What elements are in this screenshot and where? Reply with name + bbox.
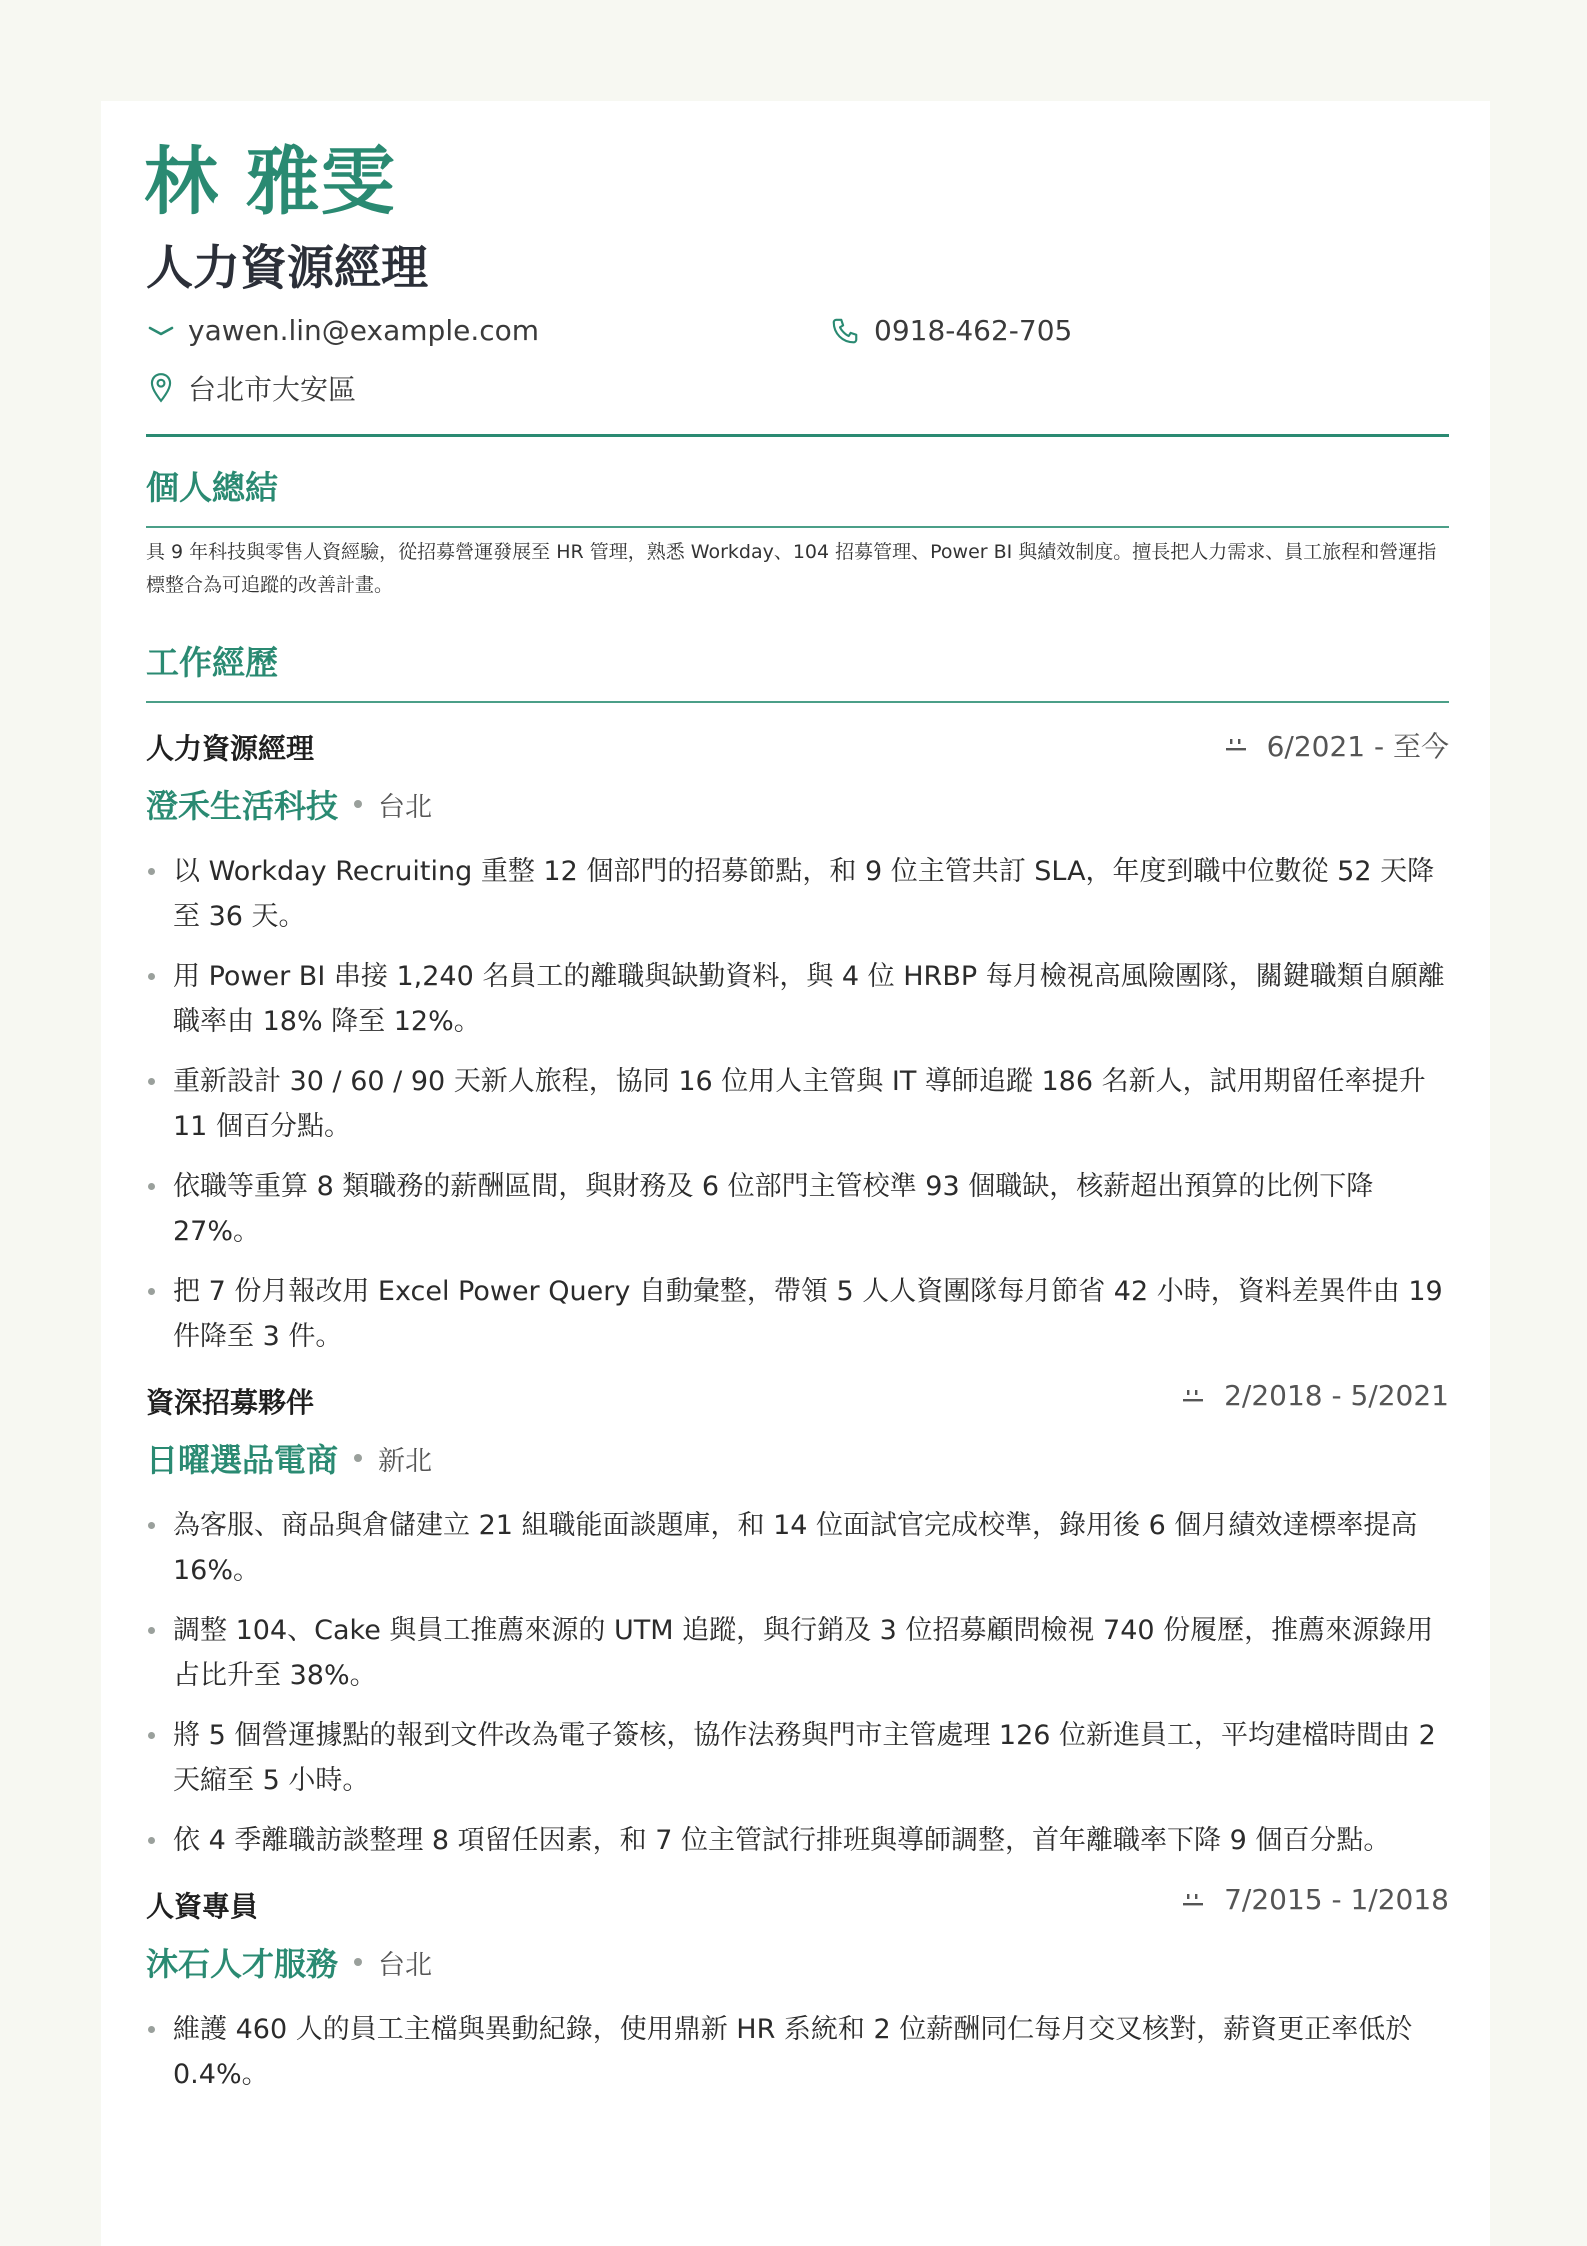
company-line — [146, 1939, 1449, 1985]
company-name: 澄禾生活科技 — [146, 787, 339, 825]
bullet-dot — [148, 1288, 155, 1295]
job-dates-text: 6/2021 - 至今 — [1266, 730, 1449, 763]
separator-dot — [354, 1958, 362, 1966]
job-header — [146, 1883, 1449, 1923]
resume-page — [101, 101, 1490, 2246]
list-item — [146, 1059, 1449, 1149]
job-dates-text: 2/2018 - 5/2021 — [1224, 1379, 1449, 1412]
job-title: 人力資源經理 — [146, 732, 315, 765]
resume-content — [146, 137, 1449, 2112]
bullet-text: 依職等重算 8 類職務的薪酬區間，與財務及 6 位部門主管校準 93 個職缺，核薪超出預算的比例下降 27%。 — [173, 1171, 1374, 1247]
separator-dot — [354, 800, 362, 808]
bullet-dot — [148, 1837, 155, 1844]
bullet-text: 調整 104、Cake 與員工推薦來源的 UTM 追蹤，與行銷及 3 位招募顧問檢視 740 份履歷，推薦來源錄用占比升至 38%。 — [173, 1615, 1434, 1691]
bullet-text: 將 5 個營運據點的報到文件改為電子簽核，協作法務與門市主管處理 126 位新進員工，平均建檔時間由 2 天縮至 5 小時。 — [173, 1720, 1436, 1796]
phone-text: 0918-462-705 — [874, 314, 1073, 347]
bullet-text: 依 4 季離職訪談整理 8 項留任因素，和 7 位主管試行排班與導師調整，首年離職率下降 9 個百分點。 — [173, 1825, 1391, 1856]
calendar-icon — [1182, 1389, 1204, 1403]
job-bullets — [146, 849, 1449, 1359]
list-item — [146, 1713, 1449, 1803]
phone-icon — [830, 316, 860, 346]
job-header — [146, 725, 1449, 765]
job-entry — [146, 1883, 1449, 2097]
bullet-dot — [148, 1732, 155, 1739]
company-city: 台北 — [378, 791, 433, 823]
company-line — [146, 1435, 1449, 1481]
list-item — [146, 2007, 1449, 2097]
job-dates-text: 7/2015 - 1/2018 — [1224, 1883, 1449, 1916]
list-item — [146, 954, 1449, 1044]
summary-text: 具 9 年科技與零售人資經驗，從招募營運發展至 HR 管理，熟悉 Workday、104 招募管理、Power BI 與績效制度。擅長把人力需求、員工旅程和營運指標整合為可追蹤的改善計畫。 — [146, 541, 1437, 596]
list-item — [146, 1503, 1449, 1593]
job-entry — [146, 1379, 1449, 1863]
job-entry — [146, 725, 1449, 1359]
job-bullets — [146, 2007, 1449, 2097]
list-item — [146, 849, 1449, 939]
calendar-icon — [1182, 1893, 1204, 1907]
email-text: yawen.lin@example.com — [188, 314, 540, 347]
map-pin-icon — [148, 372, 174, 404]
contact-location — [148, 368, 356, 408]
job-title: 人資專員 — [146, 1890, 259, 1923]
company-city: 新北 — [378, 1445, 433, 1477]
company-name: 日曜選品電商 — [146, 1441, 339, 1479]
bullet-text: 維護 460 人的員工主檔與異動紀錄，使用鼎新 HR 系統和 2 位薪酬同仁每月交叉核對，薪資更正率低於 0.4%。 — [173, 2014, 1413, 2090]
bullet-dot — [148, 973, 155, 980]
company-city: 台北 — [378, 1949, 433, 1981]
bullet-dot — [148, 2026, 155, 2033]
bullet-text: 把 7 份月報改用 Excel Power Query 自動彙整，帶領 5 人人資團隊每月節省 42 小時，資料差異件由 19 件降至 3 件。 — [173, 1276, 1443, 1352]
summary-divider — [146, 526, 1449, 528]
list-item — [146, 1269, 1449, 1359]
candidate-name: 林 雅雯 — [144, 139, 396, 225]
experience-heading: 工作經歷 — [146, 643, 278, 682]
list-item — [146, 1818, 1449, 1863]
job-header — [146, 1379, 1449, 1419]
bullet-dot — [148, 1078, 155, 1085]
job-bullets — [146, 1503, 1449, 1863]
contact-phone[interactable] — [830, 314, 1072, 347]
separator-dot — [354, 1454, 362, 1462]
contact-info — [146, 314, 1449, 444]
list-item — [146, 1164, 1449, 1254]
job-dates — [1182, 1379, 1449, 1412]
bullet-dot — [148, 868, 155, 875]
contact-email[interactable] — [148, 314, 539, 347]
bullet-text: 重新設計 30 / 60 / 90 天新人旅程，協同 16 位用人主管與 IT 導師追蹤 186 名新人，試用期留任率提升 11 個百分點。 — [173, 1066, 1426, 1142]
list-item — [146, 1608, 1449, 1698]
bullet-text: 為客服、商品與倉儲建立 21 組職能面談題庫，和 14 位面試官完成校準，錄用後 6 個月績效達標率提高 16%。 — [173, 1510, 1418, 1586]
bullet-text: 用 Power BI 串接 1,240 名員工的離職與缺勤資料，與 4 位 HRBP 每月檢視高風險團隊，關鍵職類自願離職率由 18% 降至 12%。 — [173, 961, 1445, 1037]
bullet-dot — [148, 1183, 155, 1190]
bullet-text: 以 Workday Recruiting 重整 12 個部門的招募節點，和 9 位主管共訂 SLA，年度到職中位數從 52 天降至 36 天。 — [173, 856, 1435, 932]
bullet-dot — [148, 1522, 155, 1529]
job-title: 資深招募夥伴 — [146, 1386, 315, 1419]
company-line — [146, 781, 1449, 827]
calendar-icon — [1225, 738, 1247, 752]
job-dates — [1225, 725, 1449, 765]
chevron-mail-icon — [148, 323, 174, 339]
summary-heading: 個人總結 — [146, 468, 278, 507]
candidate-title: 人力資源經理 — [146, 241, 428, 296]
experience-divider — [146, 701, 1449, 703]
company-name: 沐石人才服務 — [146, 1945, 339, 1983]
bullet-dot — [148, 1627, 155, 1634]
job-dates — [1182, 1883, 1449, 1916]
location-text: 台北市大安區 — [188, 373, 357, 406]
